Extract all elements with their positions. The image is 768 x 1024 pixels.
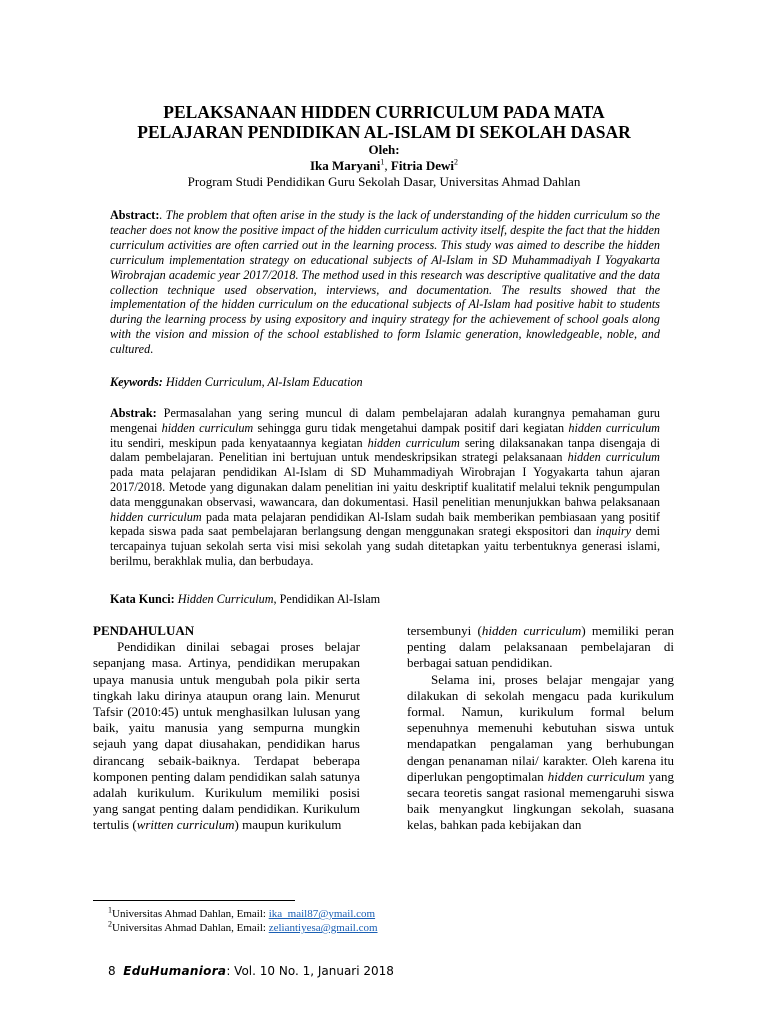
paragraph-text: yang secara teoretis sangat rasional memengaruhi siswa baik menyangkut lingkungan sekolah, suasana kelas, bahkan pada kebijakan dan: [407, 768, 674, 833]
author-separator: ,: [384, 158, 391, 173]
journal-name: EduHumaniora: [123, 964, 227, 978]
footnote-mark: 2: [108, 919, 112, 929]
kata-kunci-line: [110, 592, 660, 607]
paper-title-line-1: PELAKSANAAN HIDDEN CURRICULUM PADA MATA: [163, 102, 605, 122]
keywords-text: Hidden Curriculum, Al-Islam Education: [165, 375, 363, 389]
footnote-divider: [93, 900, 295, 901]
right-column: [407, 623, 674, 834]
page-footer: [108, 963, 394, 979]
author-1-footnote-mark: 1: [380, 157, 385, 167]
abstrak-italic-term: inquiry: [595, 524, 632, 539]
footnote-text: Universitas Ahmad Dahlan, Email:: [112, 908, 269, 920]
abstract-indonesian: [110, 406, 660, 569]
paragraph-text: ) maupun kurikulum: [234, 817, 342, 833]
footnote-email-link[interactable]: zeliantiyesa@gmail.com: [268, 922, 378, 934]
abstrak-heading: Abstrak:: [110, 406, 157, 420]
abstract-end: .: [150, 342, 154, 357]
abstrak-text: itu sendiri, meskipun pada kenyataannya kegiatan: [110, 435, 368, 450]
page-number: 8: [108, 964, 116, 978]
abstrak-text: Permasalahan yang sering muncul di dalam pembelajaran adalah kurangnya pemahaman guru mengenai: [110, 406, 661, 435]
footnote-mark: 1: [108, 905, 112, 915]
affiliation: Program Studi Pendidikan Guru Sekolah Dasar, Universitas Ahmad Dahlan: [187, 174, 581, 189]
abstract-body: . The problem that often arise in the study is the lack of understanding of the hidden curriculum so the teacher does not know the positive impact of the hidden curriculum activity itself, despite the fact that the hidden curriculum activities are often carried out in the learning process. This study was aimed to describe the hidden curriculum implementation strategy on educational subjects of Al-Islam in SD Muhammadiyah I Yogyakarta Wirobrajan academic year 2017/2018. The method used in this research was descriptive qualitative and the data collection technique used observation, interviews, and documentation. The results showed that the implementation of the hidden curriculum on the educational subjects of Al-Islam had positive habit to students during the learning process by using expository and inquiry strategy for the achievement of school goals along with the vision and mission of the school established to form Islamic generation, knowledgeable, noble, and cultured: [110, 208, 661, 357]
paragraph-text: tersembunyi (: [407, 623, 482, 638]
paper-title-line-2: PELAJARAN PENDIDIKAN AL-ISLAM DI SEKOLAH DASAR: [137, 122, 631, 142]
footnote-1: [108, 905, 376, 921]
abstrak-text: pada mata pelajaran pendidikan Al-Islam sudah baik memberikan pembiasaan yang positif kepada siswa pada saat pembelajaran berlangsung dengan menggunakan srategi ekspositori dan: [110, 509, 660, 539]
abstrak-text: sehingga guru tidak mengetahui dampak positif dari kegiatan: [253, 420, 569, 435]
paragraph: [407, 672, 674, 834]
paragraph-text: Pendidikan dinilai sebagai proses belajar sepanjang masa. Artinya, pendidikan merupakan upaya manusia untuk mengubah pola pikir serta tingkah laku dirinya ataupun orang lain. Menurut Tafsir (2010:45) untuk menghasilkan lulusan yang baik, yaitu manusia yang sempurna mungkin sejauh yang dapat diusahakan, pendidikan harus dirancang sebaik-baiknya. Terdapat beberapa komponen penting dalam pendidikan salah satunya adalah kurikulum. Kurikulum memiliki posisi yang sangat penting dalam pendidikan. Kurikulum tertulis (: [93, 639, 360, 833]
abstrak-italic-term: hidden curriculum: [161, 420, 254, 435]
abstrak-text: pada mata pelajaran pendidikan Al-Islam di SD Muhammadiyah Wirobrajan I Yogyakarta tahun ajaran 2017/2018. Metode yang digunakan dalam penelitian ini yaitu deskriptif kualitatif melalui teknik pengumpulan data menggunakan observasi, wawancara, dan dokumentasi. Hasil penelitian menunjukkan bahwa pelaksanaan: [110, 465, 660, 509]
footnote-2: [108, 919, 378, 935]
oleh-label: Oleh:: [368, 142, 400, 157]
abstrak-italic-term: hidden curriculum: [567, 450, 660, 465]
paragraph-italic-term: written curriculum: [136, 817, 235, 833]
footnote-text: Universitas Ahmad Dahlan, Email:: [112, 922, 269, 934]
abstrak-italic-term: hidden curriculum: [568, 420, 660, 435]
keywords-line: [110, 375, 660, 390]
kata-kunci-rest: , Pendidikan Al-Islam: [273, 592, 381, 606]
kata-kunci-label: Kata Kunci:: [110, 592, 175, 606]
author-1: Ika Maryani: [309, 158, 381, 173]
abstrak-text: demi tercapainya tujuan sekolah serta visi misi sekolah yang sudah ditetapkan yaitu terbentuknya generasi islami, berilmu, berakhlak mulia, dan berbudaya.: [110, 524, 660, 568]
paragraph: [407, 623, 674, 672]
paragraph: [93, 639, 360, 833]
abstrak-text: sering dilaksanakan tanpa disengaja di dalam pembelajaran. Penelitian ini bertujuan untuk mendeskripsikan strategi pelaksanaan: [110, 435, 660, 465]
abstrak-italic-term: hidden curriculum: [110, 509, 202, 524]
left-column: [93, 623, 360, 834]
abstract-english: [110, 208, 660, 357]
paragraph-text: ) memiliki peran penting dalam pelaksanaan pembelajaran di berbagai satuan pendidikan.: [407, 623, 675, 671]
journal-issue: : Vol. 10 No. 1, Januari 2018: [226, 964, 394, 978]
abstrak-italic-term: hidden curriculum: [367, 435, 460, 450]
author-2-footnote-mark: 2: [454, 157, 459, 167]
section-heading-pendahuluan: PENDAHULUAN: [93, 623, 195, 638]
abstract-heading: Abstract:: [110, 208, 160, 222]
author-2: Fitria Dewi: [390, 158, 455, 173]
paragraph-text: Selama ini, proses belajar mengajar yang dilakukan di sekolah mengacu pada kurikulum formal. Namun, kurikulum formal belum sepenuhnya memenuhi kebutuhan siswa untuk mendapatkan pengalaman yang berhubungan dengan penanaman nilai/ karakter. Oleh karena itu diperlukan pengoptimalan: [407, 671, 674, 784]
footnote-email-link[interactable]: ika_mail87@ymail.com: [268, 908, 376, 920]
paragraph-italic-term: hidden curriculum: [547, 768, 645, 784]
keywords-label: Keywords:: [110, 375, 163, 389]
authors-line: [0, 158, 768, 174]
kata-kunci-italic: Hidden Curriculum: [177, 592, 274, 606]
paragraph-italic-term: hidden curriculum: [481, 623, 582, 638]
